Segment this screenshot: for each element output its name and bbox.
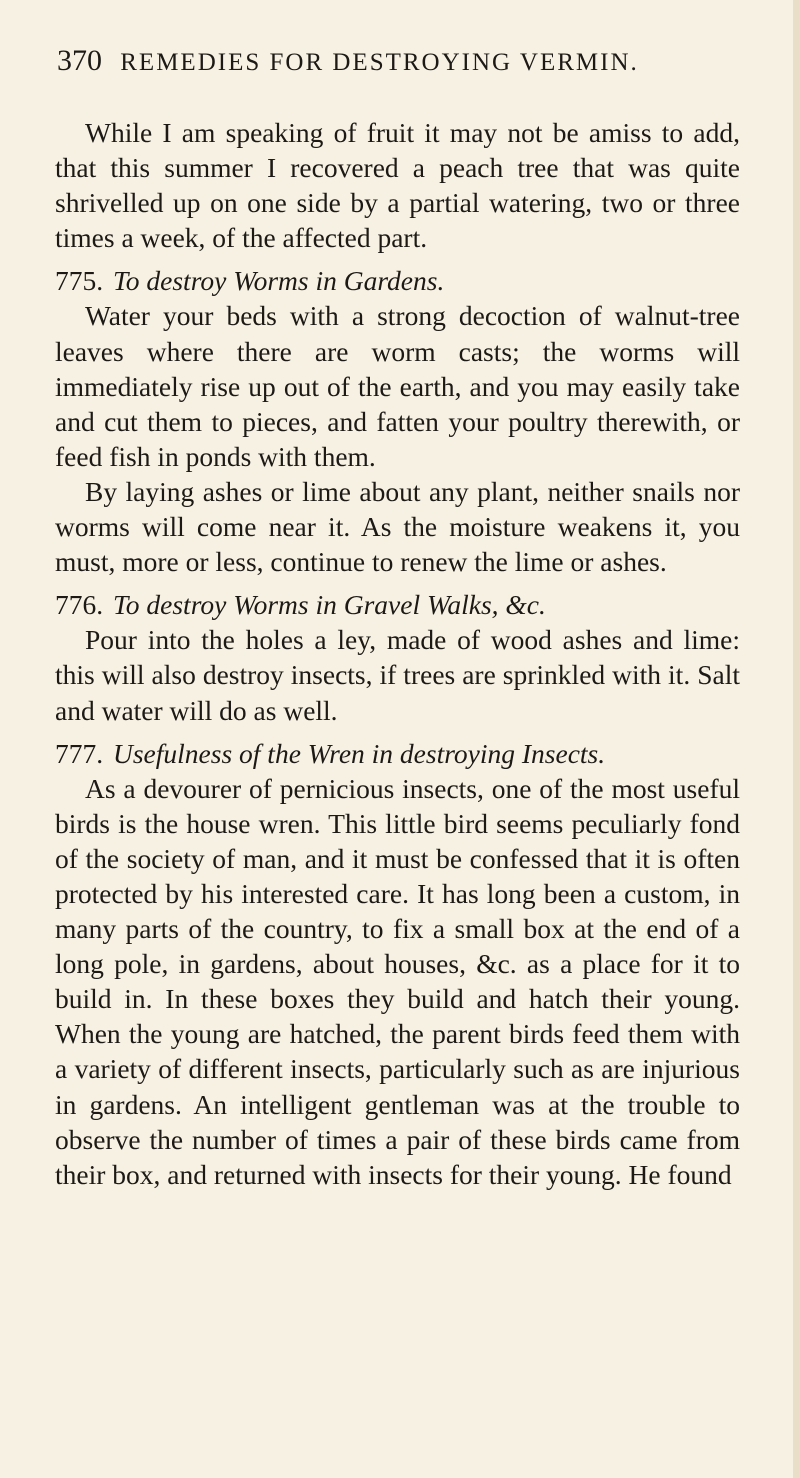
section-776-paragraph-1: Pour into the holes a ley, made of wood ashes and lime: this will also destroy insects, if trees are sprinkled with it. Salt and water will do as well. <box>55 624 740 726</box>
page-body <box>55 115 740 1192</box>
section-title: To destroy Worms in Gardens. <box>113 265 445 297</box>
section-775-paragraph-1: Water your beds with a strong decoction of walnut-tree leaves where there are worm casts; the worms will immediately rise up out of the earth, and you may easily take and cut them to pieces, and fatten your poultry therewith, or feed fish in ponds with them. <box>55 300 740 472</box>
running-title: REMEDIES FOR DESTROYING VERMIN. <box>120 49 639 76</box>
section-number: 777. <box>55 737 104 769</box>
section-heading-777 <box>55 736 740 771</box>
section-title: To destroy Worms in Gravel Walks, &c. <box>113 589 546 621</box>
section-title: Usefulness of the Wren in destroying Insects. <box>113 737 606 769</box>
section-number: 775. <box>55 265 104 297</box>
section-775-paragraph-2: By laying ashes or lime about any plant, neither snails nor worms will come near it. As the moisture weakens it, you must, more or less, continue to renew the lime or ashes. <box>55 475 740 578</box>
page-number: 370 <box>57 44 102 77</box>
section-heading-775 <box>55 263 740 298</box>
intro-paragraph: While I am speaking of fruit it may not be amiss to add, that this summer I recovered a peach tree that was quite shrivelled up on one side by a partial watering, two or three times a week, of the affected part. <box>55 117 740 254</box>
section-number: 776. <box>55 589 104 621</box>
page-edge <box>793 0 800 1478</box>
running-header <box>57 44 757 78</box>
section-777-paragraph-1: As a devourer of pernicious insects, one of the most useful birds is the house wren. This little bird seems peculiarly fond of the society of man, and it must be confessed that it is often protected by his interested care. It has long been a custom, in many parts of the country, to fix a small box at the end of a long pole, in gardens, about houses, &c. as a place for it to build in. In these boxes they build and hatch their young. When the young are hatched, the parent birds feed them with a variety of different insects, particularly such as are injurious in gardens. An intelligent gentleman was at the trouble to observe the number of times a pair of these birds came from their box, and returned with insects for their young. He found <box>55 772 740 1190</box>
section-heading-776 <box>55 587 740 622</box>
